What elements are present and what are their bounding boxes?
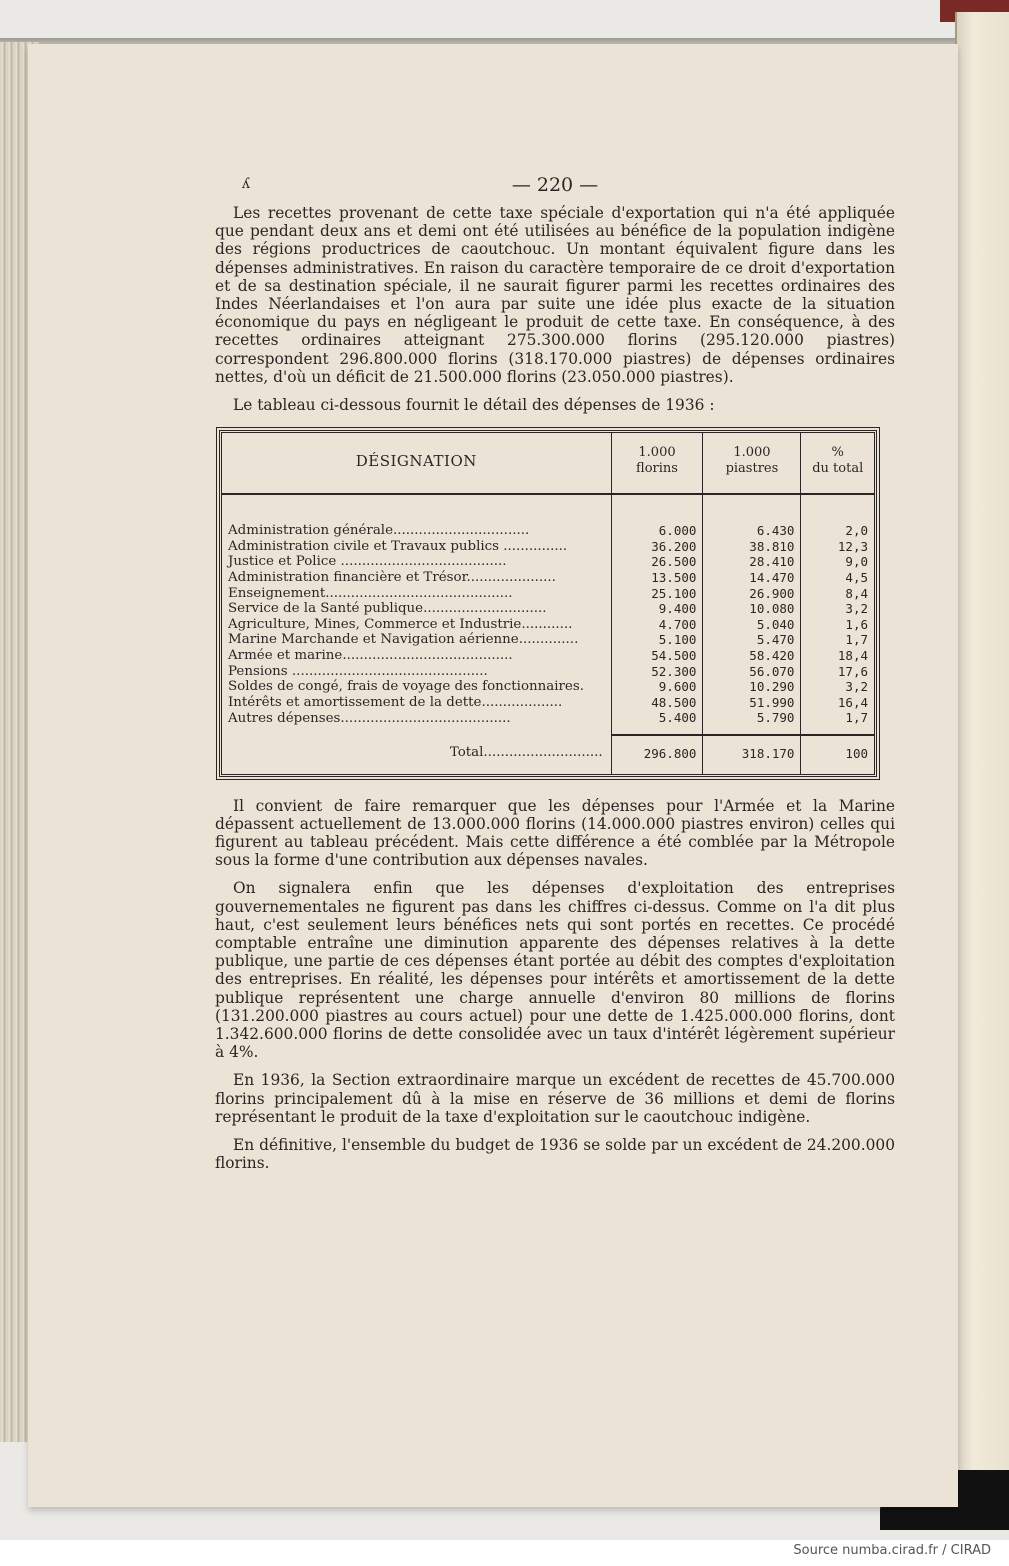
row-florins: 6.000 xyxy=(611,494,703,539)
table-row xyxy=(222,664,874,680)
table-row xyxy=(222,570,874,586)
row-piastres: 10.290 xyxy=(703,679,801,695)
header-percent-symbol: % xyxy=(831,445,844,461)
row-piastres: 26.900 xyxy=(703,586,801,602)
paragraph-government-enterprises: On signalera enfin que les dépenses d'exploitation des entreprises gouvernementales ne figurent pas dans les chiffres ci-dessus. Comme on l'a dit plus haut, c'est seulement leurs bénéfices nets qui sont portés en recettes. Ce procédé comptable entraîne une diminution apparente des dépenses relatives à la dette publique, une partie de ces dépenses étant portée au débit des comptes d'exploitation des entreprises. En réalité, les dépenses pour intérêts et amortissement de la dette publique représentent une charge annuelle d'environ 80 millions de florins (131.200.000 piastres au cours actuel) pour une dette de 1.425.000.000 florins, dont 1.342.600.000 florins de dette consolidée avec un taux d'intérêt légèrement supérieur à 4%. xyxy=(215,879,895,1062)
row-label: Service de la Santé publique............................. xyxy=(228,601,547,617)
page-number: — 220 — xyxy=(511,174,599,196)
table-row xyxy=(222,586,874,602)
paragraph-table-intro: Le tableau ci-dessous fournit le détail des dépenses de 1936 : xyxy=(233,396,715,415)
row-florins: 5.400 xyxy=(611,710,703,735)
header-piastres-label: piastres xyxy=(725,461,779,477)
table-row xyxy=(222,632,874,648)
row-label: Administration civile et Travaux publics ............... xyxy=(228,538,568,554)
row-piastres: 58.420 xyxy=(703,648,801,664)
row-percent: 18,4 xyxy=(801,648,874,664)
row-florins: 36.200 xyxy=(611,539,703,555)
source-credit: Source numba.cirad.fr / CIRAD xyxy=(793,1543,991,1558)
row-florins: 9.600 xyxy=(611,679,703,695)
table-row xyxy=(222,539,874,555)
row-piastres: 51.990 xyxy=(703,695,801,711)
row-piastres: 5.040 xyxy=(703,617,801,633)
row-label: Soldes de congé, frais de voyage des fonctionnaires. xyxy=(228,679,584,695)
header-percent-label: du total xyxy=(812,461,864,477)
table-row xyxy=(222,617,874,633)
row-florins: 5.100 xyxy=(611,632,703,648)
row-label: Administration générale................................ xyxy=(228,523,530,539)
row-percent: 1,7 xyxy=(801,632,874,648)
row-percent: 16,4 xyxy=(801,695,874,711)
row-florins: 25.100 xyxy=(611,586,703,602)
row-label: Autres dépenses........................................ xyxy=(228,710,511,726)
table-row xyxy=(222,601,874,617)
row-florins: 9.400 xyxy=(611,601,703,617)
table-total-row xyxy=(222,735,874,774)
paragraph-rubber-tax: Les recettes provenant de cette taxe spéciale d'exportation qui n'a été appliquée que pendant deux ans et demi ont été utilisées au bénéfice de la population indigène des régions productrices de caoutchouc. Un montant équivalent figure dans les dépenses administratives. En raison du caractère temporaire de ce droit d'exportation et de sa destination spéciale, il ne saurait figurer parmi les recettes ordinaires des Indes Néerlandaises et l'on aura par suite une idée plus exacte de la situation économique du pays en négligeant le produit de cette taxe. En conséquence, à des recettes ordinaires atteignant 275.300.000 florins (295.120.000 piastres) correspondent 296.800.000 florins (318.170.000 piastres) de dépenses ordinaires nettes, d'où un déficit de 21.500.000 florins (23.050.000 piastres). xyxy=(215,204,895,386)
row-label: Marine Marchande et Navigation aérienne.............. xyxy=(228,632,579,648)
row-florins: 13.500 xyxy=(611,570,703,586)
row-percent: 1,6 xyxy=(801,617,874,633)
row-florins: 52.300 xyxy=(611,664,703,680)
row-label: Intérêts et amortissement de la dette................... xyxy=(228,694,563,710)
row-percent: 4,5 xyxy=(801,570,874,586)
table-row xyxy=(222,679,874,695)
total-florins: 296.800 xyxy=(611,735,703,774)
row-percent: 2,0 xyxy=(801,494,874,539)
row-label: Justice et Police ....................................... xyxy=(228,554,507,570)
row-label: Armée et marine........................................ xyxy=(228,647,513,663)
row-percent: 3,2 xyxy=(801,679,874,695)
header-florins-unit: 1.000 xyxy=(638,445,676,461)
page-content xyxy=(215,170,895,1182)
expenses-table xyxy=(222,433,874,773)
row-piastres: 56.070 xyxy=(703,664,801,680)
table-row xyxy=(222,494,874,539)
row-piastres: 5.790 xyxy=(703,710,801,735)
header-piastres-unit: 1.000 xyxy=(733,445,771,461)
total-label: Total............................ xyxy=(449,745,603,761)
row-piastres: 14.470 xyxy=(703,570,801,586)
table-row xyxy=(222,554,874,570)
row-label: Enseignement............................................ xyxy=(228,585,513,601)
row-percent: 1,7 xyxy=(801,710,874,735)
row-percent: 8,4 xyxy=(801,586,874,602)
paragraph-army-navy: Il convient de faire remarquer que les dépenses pour l'Armée et la Marine dépassent actuellement de 13.000.000 florins (14.000.000 piastres environ) celles qui figurent au tableau précédent. Mais cette différence a été comblée par la Métropole sous la forme d'une contribution aux dépenses navales. xyxy=(215,796,895,870)
table-row xyxy=(222,695,874,711)
row-piastres: 10.080 xyxy=(703,601,801,617)
table-header-row xyxy=(222,433,874,494)
row-florins: 26.500 xyxy=(611,554,703,570)
row-florins: 48.500 xyxy=(611,695,703,711)
table-row xyxy=(222,710,874,735)
header-percent xyxy=(801,433,874,494)
expenses-table-frame xyxy=(219,430,877,776)
row-label: Agriculture, Mines, Commerce et Industrie............ xyxy=(228,616,573,632)
margin-mark: ʎ xyxy=(242,176,250,192)
paragraph-extraordinary-section: En 1936, la Section extraordinaire marque un excédent de recettes de 45.700.000 florins principalement dû à la mise en réserve de 36 millions et demi de florins représentant le produit de la taxe d'exploitation sur le caoutchouc indigène. xyxy=(215,1071,895,1126)
facing-page-edge xyxy=(955,12,1009,1492)
row-piastres: 38.810 xyxy=(703,539,801,555)
header-florins xyxy=(611,433,703,494)
row-piastres: 28.410 xyxy=(703,554,801,570)
header-designation: DÉSIGNATION xyxy=(222,433,611,494)
paragraph-conclusion: En définitive, l'ensemble du budget de 1936 se solde par un excédent de 24.200.000 florins. xyxy=(215,1136,895,1173)
row-label: Administration financière et Trésor..................... xyxy=(228,570,556,586)
total-percent: 100 xyxy=(801,735,874,774)
row-piastres: 5.470 xyxy=(703,632,801,648)
row-percent: 12,3 xyxy=(801,539,874,555)
header-piastres xyxy=(703,433,801,494)
page-header xyxy=(215,170,895,204)
total-piastres: 318.170 xyxy=(703,735,801,774)
row-piastres: 6.430 xyxy=(703,494,801,539)
row-percent: 3,2 xyxy=(801,601,874,617)
row-florins: 54.500 xyxy=(611,648,703,664)
row-florins: 4.700 xyxy=(611,617,703,633)
row-percent: 9,0 xyxy=(801,554,874,570)
row-percent: 17,6 xyxy=(801,664,874,680)
header-florins-label: florins xyxy=(636,461,678,477)
row-label: Pensions .............................................. xyxy=(228,663,488,679)
table-row xyxy=(222,648,874,664)
